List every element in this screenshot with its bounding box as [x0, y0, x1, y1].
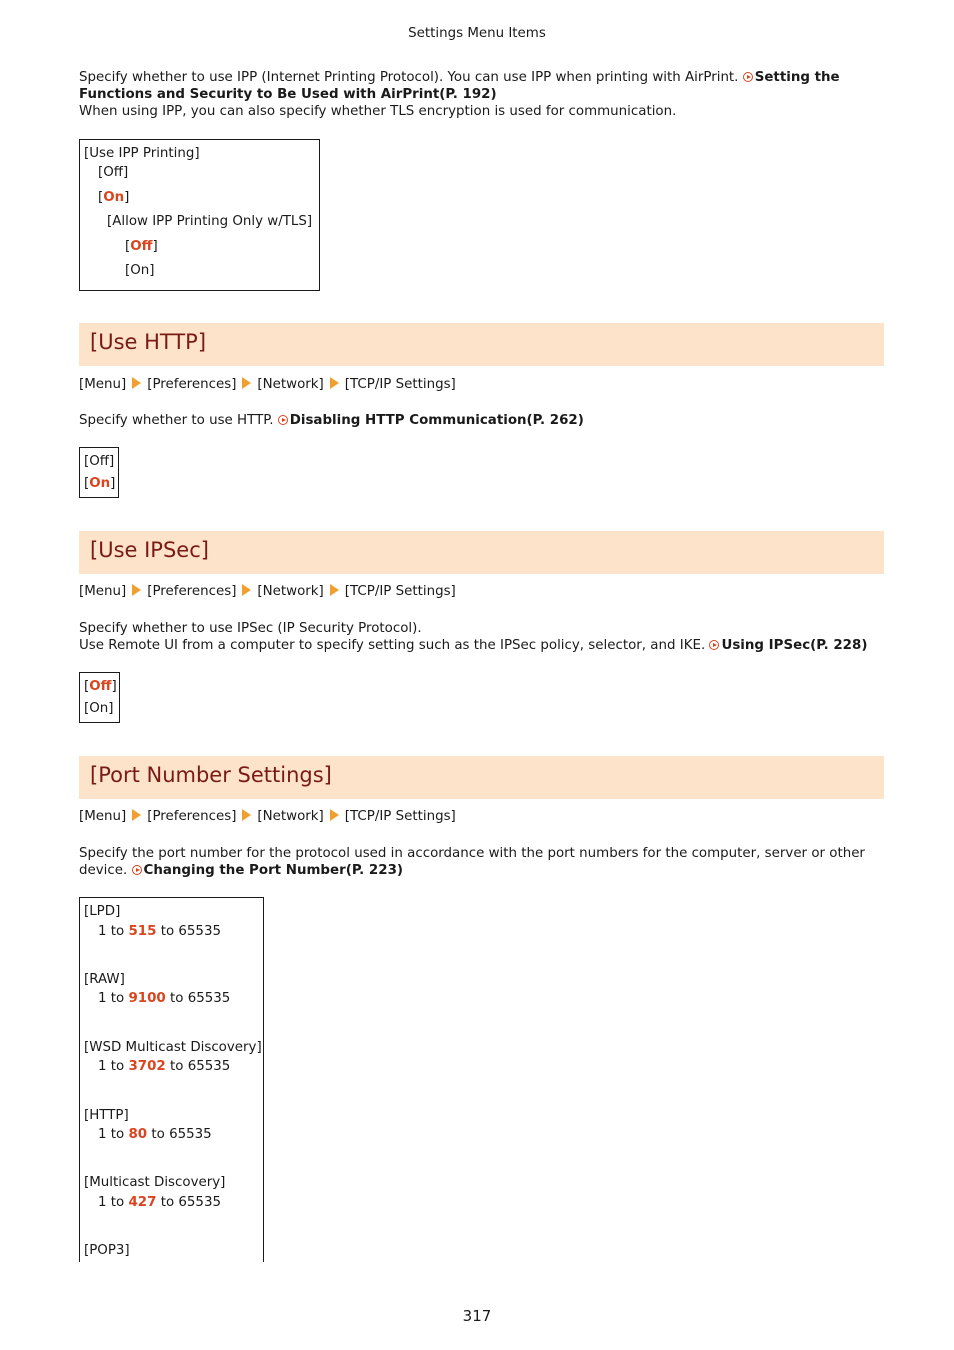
crumb-tcpip: [TCP/IP Settings] [344, 584, 456, 599]
breadcrumb [79, 377, 456, 392]
http-desc [79, 412, 879, 429]
crumb-arrow-icon [242, 809, 251, 821]
port-settings-box [79, 897, 264, 1262]
crumb-menu: [Menu] [79, 377, 127, 392]
http-off-option: [Off] [84, 454, 115, 469]
crumb-menu: [Menu] [79, 584, 127, 599]
crumb-arrow-icon [242, 377, 251, 389]
tls-only-label: [Allow IPP Printing Only w/TLS] [107, 214, 313, 229]
ipp-on-option: [On] [98, 190, 130, 205]
port-range-http: 1 to 80 to 65535 [98, 1127, 212, 1142]
airprint-link[interactable]: Setting the Functions and Security to Be Used with AirPrint(P. 192) [79, 70, 840, 102]
section-use-ipsec [79, 531, 884, 574]
crumb-network: [Network] [257, 377, 324, 392]
port-range-lpd: 1 to 515 to 65535 [98, 924, 221, 939]
ipsec-off-option: [Off] [84, 679, 117, 694]
ipp-intro-text: Specify whether to use IPP (Internet Printing Protocol). You can use IPP when printing with AirPrint. [79, 70, 743, 85]
ipsec-off-default: Off [89, 679, 112, 694]
ipsec-desc-line1: Specify whether to use IPSec (IP Security Protocol). [79, 621, 422, 636]
ipp-intro [79, 69, 879, 120]
http-desc-text: Specify whether to use HTTP. [79, 413, 278, 428]
link-arrow-icon [709, 640, 719, 650]
port-label-multicast: [Multicast Discovery] [84, 1175, 226, 1190]
port-default-http: 80 [128, 1127, 148, 1142]
tls-off-default: Off [130, 239, 153, 254]
port-range-raw: 1 to 9100 to 65535 [98, 991, 231, 1006]
crumb-tcpip: [TCP/IP Settings] [344, 377, 456, 392]
crumb-arrow-icon [330, 809, 339, 821]
http-link[interactable]: Disabling HTTP Communication(P. 262) [289, 413, 584, 428]
crumb-network: [Network] [257, 584, 324, 599]
ipsec-on-option: [On] [84, 701, 114, 716]
port-label-raw: [RAW] [84, 972, 125, 987]
http-settings-box [79, 447, 119, 498]
port-range-multicast: 1 to 427 to 65535 [98, 1195, 221, 1210]
port-desc [79, 845, 884, 879]
section-title: [Port Number Settings] [90, 763, 332, 787]
ipp-on-default: On [103, 190, 125, 205]
port-link[interactable]: Changing the Port Number(P. 223) [143, 863, 404, 878]
crumb-network: [Network] [257, 809, 324, 824]
breadcrumb [79, 584, 456, 599]
crumb-arrow-icon [132, 584, 141, 596]
link-arrow-icon [132, 865, 142, 875]
page-number: 317 [462, 1307, 492, 1325]
port-default-multicast: 427 [128, 1195, 157, 1210]
port-label-wsd: [WSD Multicast Discovery] [84, 1040, 262, 1055]
tls-on-option: [On] [125, 263, 155, 278]
link-arrow-icon [743, 72, 753, 82]
crumb-arrow-icon [330, 377, 339, 389]
port-desc-text: Specify the port number for the protocol used in accordance with the port numbers for the computer, server or other device. [79, 846, 865, 878]
crumb-arrow-icon [242, 584, 251, 596]
http-on-option: [On] [84, 476, 116, 491]
ipp-tls-text: When using IPP, you can also specify whether TLS encryption is used for communication. [79, 104, 677, 119]
port-label-http: [HTTP] [84, 1108, 129, 1123]
breadcrumb [79, 809, 456, 824]
http-on-default: On [89, 476, 111, 491]
ipsec-desc [79, 620, 879, 654]
port-default-raw: 9100 [128, 991, 166, 1006]
crumb-arrow-icon [330, 584, 339, 596]
crumb-preferences: [Preferences] [147, 809, 237, 824]
crumb-tcpip: [TCP/IP Settings] [344, 809, 456, 824]
crumb-arrow-icon [132, 809, 141, 821]
crumb-preferences: [Preferences] [147, 377, 237, 392]
link-arrow-icon [278, 415, 288, 425]
section-title: [Use HTTP] [90, 330, 207, 354]
section-port-number-settings [79, 756, 884, 799]
crumb-preferences: [Preferences] [147, 584, 237, 599]
ipsec-settings-box [79, 672, 120, 723]
use-ipp-printing-label: [Use IPP Printing] [84, 146, 200, 161]
port-default-lpd: 515 [128, 924, 157, 939]
port-default-wsd: 3702 [128, 1059, 166, 1074]
running-header: Settings Menu Items [408, 26, 546, 41]
ipp-settings-box [79, 139, 320, 291]
section-use-http [79, 323, 884, 366]
section-title: [Use IPSec] [90, 538, 209, 562]
ipsec-link[interactable]: Using IPSec(P. 228) [721, 638, 868, 653]
port-range-wsd: 1 to 3702 to 65535 [98, 1059, 231, 1074]
port-label-lpd: [LPD] [84, 904, 121, 919]
crumb-arrow-icon [132, 377, 141, 389]
ipp-off-option: [Off] [98, 165, 129, 180]
tls-off-option: [Off] [125, 239, 158, 254]
crumb-menu: [Menu] [79, 809, 127, 824]
port-label-pop3: [POP3] [84, 1243, 130, 1258]
ipsec-desc-line2: Use Remote UI from a computer to specify setting such as the IPSec policy, selector, and IKE. [79, 638, 710, 653]
